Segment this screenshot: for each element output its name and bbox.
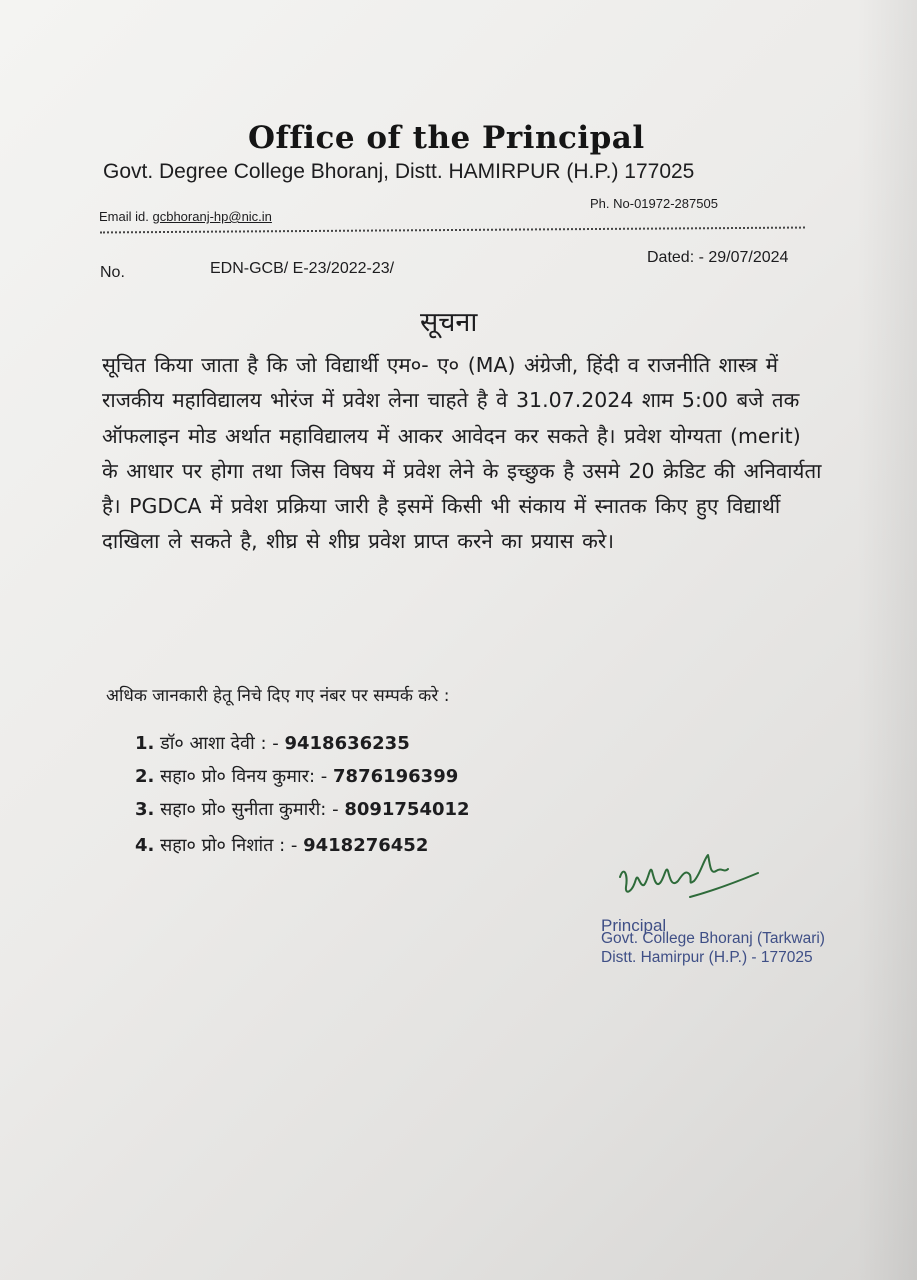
college-address: Govt. Degree College Bhoranj, Distt. HAMIRPUR (H.P.) 177025 bbox=[103, 160, 695, 183]
paper-shadow bbox=[857, 0, 917, 1280]
signatory-college: Govt. College Bhoranj (Tarkwari) bbox=[601, 930, 825, 947]
contact-item bbox=[135, 764, 458, 788]
contact-phone: 9418636235 bbox=[284, 733, 410, 754]
date-line: Dated: - 29/07/2024 bbox=[647, 249, 789, 266]
dotted-divider bbox=[100, 227, 805, 234]
contact-index: 1. bbox=[135, 733, 155, 754]
signature-stroke bbox=[620, 855, 728, 892]
contact-phone: 7876196399 bbox=[333, 766, 459, 787]
notice-heading: सूचना bbox=[420, 307, 478, 338]
contact-item bbox=[135, 833, 428, 857]
email-label: Email id. bbox=[99, 209, 149, 224]
contact-item bbox=[135, 797, 470, 821]
contact-index: 4. bbox=[135, 835, 155, 856]
contact-name: डॉ० आशा देवी : - bbox=[160, 733, 285, 754]
contact-item bbox=[135, 731, 410, 755]
signature-underline bbox=[690, 873, 758, 897]
contact-phone: 8091754012 bbox=[344, 799, 470, 820]
email-line bbox=[99, 209, 272, 224]
contact-name: सहा० प्रो० विनय कुमार: - bbox=[160, 766, 334, 787]
signatory-district: Distt. Hamirpur (H.P.) - 177025 bbox=[601, 949, 813, 966]
ref-number: EDN-GCB/ E-23/2022-23/ bbox=[210, 260, 395, 277]
contact-intro: अधिक जानकारी हेतू निचे दिए गए नंबर पर सम्पर्क करे : bbox=[106, 686, 450, 706]
ref-no-label: No. bbox=[100, 264, 125, 281]
contact-name: सहा० प्रो० निशांत : - bbox=[160, 835, 304, 856]
contact-phone: 9418276452 bbox=[303, 835, 429, 856]
handwritten-signature bbox=[612, 835, 772, 910]
email-address: gcbhoranj-hp@nic.in bbox=[152, 209, 272, 224]
contact-name: सहा० प्रो० सुनीता कुमारी: - bbox=[160, 799, 345, 820]
office-title: Office of the Principal bbox=[248, 120, 645, 156]
notice-paragraph: सूचित किया जाता है कि जो विद्यार्थी एम०- ए० (MA) अंग्रेजी, हिंदी व राजनीति शास्त्र में राजकीय महाविद्यालय भोरंज में प्रवेश लेना चाहते है वे 31.07.2024 शाम 5:00 बजे तक ऑफलाइन मोड अर्थात महाविद्यालय में आकर आवेदन कर सकते है। प्रवेश योग्यता (merit) के आधार पर होगा तथा जिस विषय में प्रवेश लेने के इच्छुक है उसमे 20 क्रेडिट की अनिवार्यता है। PGDCA में प्रवेश प्रक्रिया जारी है इसमें किसी भी संकाय में स्नातक किए हुए विद्यार्थी दाखिला ले सकते है, शीघ्र से शीघ्र प्रवेश प्राप्त करने का प्रयास करे। bbox=[102, 353, 822, 554]
phone-number: Ph. No-01972-287505 bbox=[590, 196, 718, 211]
contact-index: 3. bbox=[135, 799, 155, 820]
signatory-title: Principal bbox=[601, 916, 667, 935]
contact-index: 2. bbox=[135, 766, 155, 787]
